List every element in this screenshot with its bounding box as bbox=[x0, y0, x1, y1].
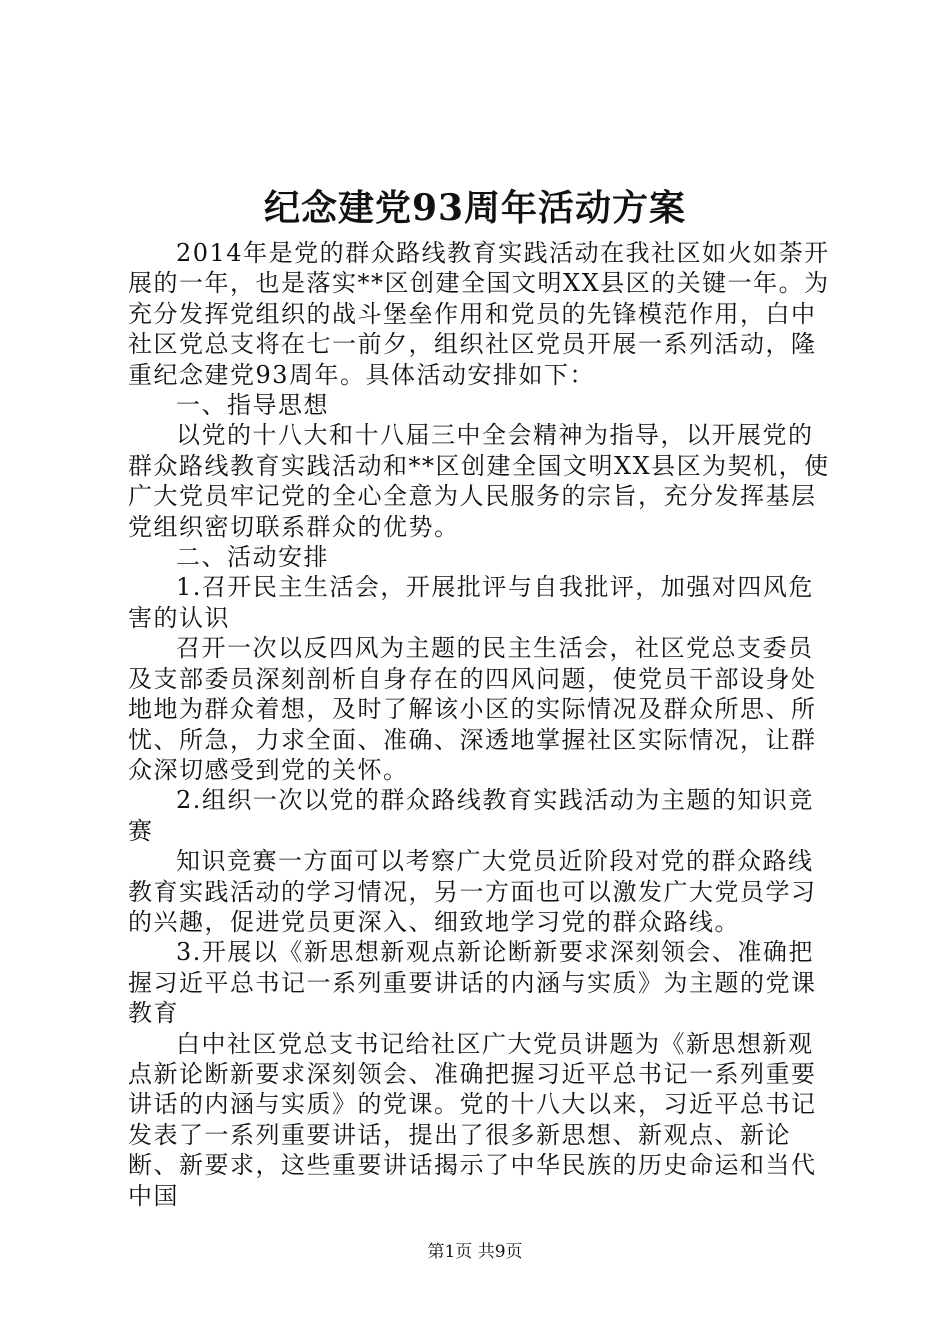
paragraph-guiding-thought: 以党的十八大和十八届三中全会精神为指导，以开展党的群众路线教育实践活动和**区创建全国文明XX县区为契机，使广大党员牢记党的全心全意为人民服务的宗旨，充分发挥基层党组织密切联系群众的优势。 bbox=[128, 421, 830, 541]
document-body bbox=[128, 238, 832, 1211]
document-title: 纪念建党93周年活动方案 bbox=[263, 187, 687, 229]
item-heading-2: 2.组织一次以党的群众路线教育实践活动为主题的知识竞赛 bbox=[128, 786, 814, 845]
paragraph-intro: 2014年是党的群众路线教育实践活动在我社区如火如荼开展的一年，也是落实**区创建全国文明XX县区的关键一年。为充分发挥党组织的战斗堡垒作用和党员的先锋模范作用，白中社区党总支将在七一前夕，组织社区党员开展一系列活动，隆重纪念建党93周年。具体活动安排如下： bbox=[128, 239, 830, 389]
item-heading-1: 1.召开民主生活会，开展批评与自我批评，加强对四风危害的认识 bbox=[128, 573, 814, 632]
page-number: 第1页 共9页 bbox=[427, 1242, 523, 1262]
paragraph-item-2: 知识竞赛一方面可以考察广大党员近阶段对党的群众路线教育实践活动的学习情况，另一方面也可以激发广大党员学习的兴趣，促进党员更深入、细致地学习党的群众路线。 bbox=[128, 847, 817, 936]
section-heading-activity-plan: 二、活动安排 bbox=[176, 543, 329, 572]
item-heading-3: 3.开展以《新思想新观点新论断新要求深刻领会、准确把握习近平总书记一系列重要讲话的内涵与实质》为主题的党课教育 bbox=[128, 938, 817, 1028]
section-heading-guiding-thought: 一、指导思想 bbox=[176, 391, 329, 420]
paragraph-item-3: 白中社区党总支书记给社区广大党员讲题为《新思想新观点新论断新要求深刻领会、准确把握习近平总书记一系列重要讲话的内涵与实质》的党课。党的十八大以来，习近平总书记发表了一系列重要讲话，提出了很多新思想、新观点、新论断、新要求，这些重要讲话揭示了中华民族的历史命运和当代中国 bbox=[128, 1029, 817, 1210]
paragraph-item-1: 召开一次以反四风为主题的民主生活会，社区党总支委员及支部委员深刻剖析自身存在的四风问题，使党员干部设身处地地为群众着想，及时了解该小区的实际情况及群众所思、所忧、所急，力求全面、准确、深透地掌握社区实际情况，让群众深切感受到党的关怀。 bbox=[128, 634, 817, 784]
